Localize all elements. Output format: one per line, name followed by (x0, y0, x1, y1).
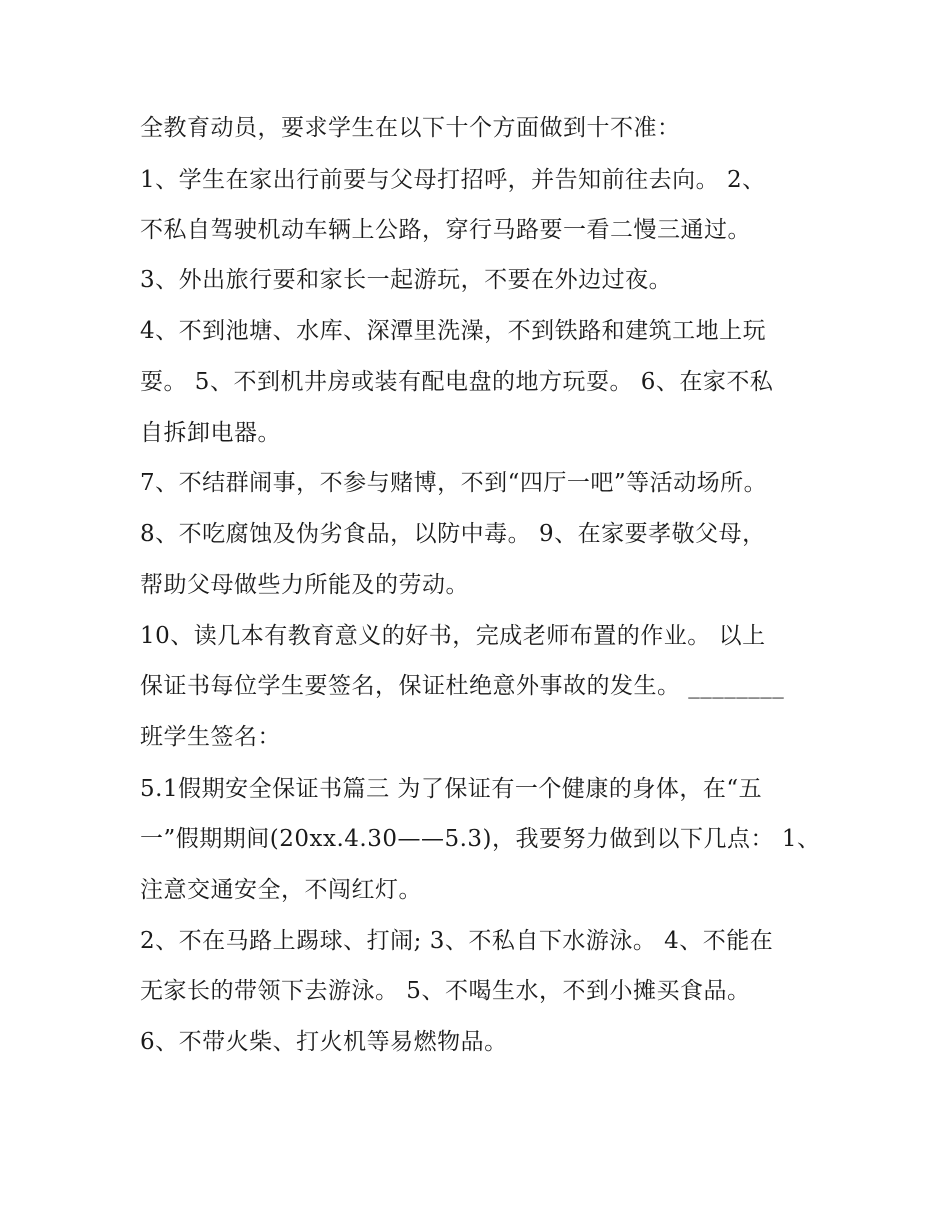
text-line: 自拆卸电器。 (140, 420, 281, 446)
text-line: 耍。 5、不到机井房或装有配电盘的地方玩耍。 6、在家不私 (140, 369, 774, 395)
text-line: 班学生签名： (140, 724, 281, 750)
text-line: 4、不到池塘、水库、深潭里洗澡，不到铁路和建筑工地上玩 (140, 318, 767, 344)
text-line: 7、不结群闹事，不参与赌博，不到“四厅一吧”等活动场所。 (140, 470, 768, 496)
text-line: 3、外出旅行要和家长一起游玩，不要在外边过夜。 (140, 267, 673, 293)
text-line: 2、不在马路上踢球、打闹; 3、不私自下水游泳。 4、不能在 (140, 928, 774, 954)
text-line: 1、学生在家出行前要与父母打招呼，并告知前往去向。 2、 (140, 167, 766, 193)
text-line: 全教育动员，要求学生在以下十个方面做到十不准： (140, 115, 681, 141)
text-line: 6、不带火柴、打火机等易燃物品。 (140, 1029, 508, 1055)
text-line: 一”假期期间(20xx.4.30——5.3)，我要努力做到以下几点： 1、 (140, 826, 821, 852)
text-line: 帮助父母做些力所能及的劳动。 (140, 572, 469, 598)
text-line: 不私自驾驶机动车辆上公路，穿行马路要一看二慢三通过。 (140, 217, 751, 243)
text-line: 注意交通安全，不闯红灯。 (140, 877, 422, 903)
text-line: 无家长的带领下去游泳。 5、不喝生水，不到小摊买食品。 (140, 978, 751, 1004)
text-line: 10、读几本有教育意义的好书，完成老师布置的作业。 以上 (140, 623, 766, 649)
text-line: 8、不吃腐蚀及伪劣食品，以防中毒。 9、在家要孝敬父母， (140, 521, 766, 547)
text-line: 保证书每位学生要签名，保证杜绝意外事故的发生。 ________ (140, 673, 785, 699)
text-line: 5.1假期安全保证书篇三 为了保证有一个健康的身体，在“五 (140, 776, 763, 802)
